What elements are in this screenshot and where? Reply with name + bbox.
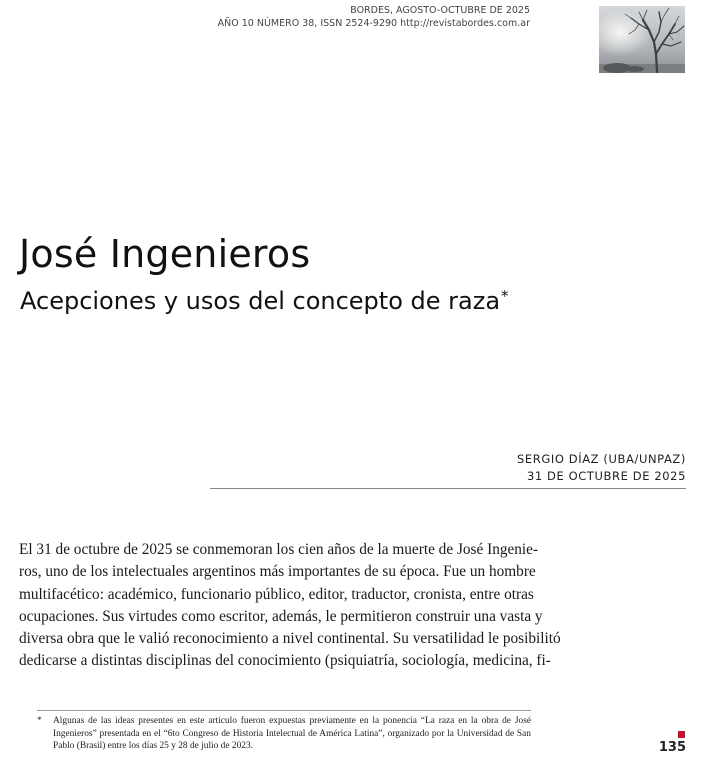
journal-issue-date: BORDES, AGOSTO-OCTUBRE DE 2025: [350, 5, 530, 16]
header-photo-bare-tree: [599, 6, 685, 73]
article-subtitle: [20, 287, 509, 315]
body-line: multifacético: académico, funcionario público, editor, traductor, cronista, entre otras: [19, 585, 534, 603]
author-name: SERGIO DÍAZ (UBA/UNPAZ): [517, 452, 686, 466]
footnote-marker: *: [37, 716, 42, 726]
byline-divider: [210, 488, 686, 489]
journal-header: [218, 4, 530, 30]
body-line: diversa obra que le valió reconocimiento a nivel continental. Su versatilidad le posibilitó: [19, 630, 561, 648]
body-line: ros, uno de los intelectuales argentinos más importantes de su época. Fue un hombre: [19, 563, 536, 581]
body-line: El 31 de octubre de 2025 se conmemoran los cien años de la muerte de José Ingenie-: [19, 541, 539, 558]
footnote-divider: [37, 710, 531, 711]
page-accent-square: [678, 731, 685, 738]
article-title: José Ingenieros: [19, 232, 311, 276]
article-body: [19, 539, 561, 673]
subtitle-footnote-marker[interactable]: *: [501, 287, 509, 305]
page-number: 135: [658, 740, 686, 755]
bare-tree-image: [599, 6, 685, 73]
article-subtitle-text: Acepciones y usos del concepto de raza: [20, 287, 501, 315]
byline: [517, 451, 686, 485]
body-line: dedicarse a distintas disciplinas del conocimiento (psiquiatría, sociología, medicina, fi-: [19, 652, 551, 670]
journal-issn-url: AÑO 10 NÚMERO 38, ISSN 2524-9290 http://revistabordes.com.ar: [217, 18, 530, 29]
publication-date: 31 DE OCTUBRE DE 2025: [526, 469, 686, 483]
body-line: ocupaciones. Sus virtudes como escritor, además, le permitieron construir una vasta y: [19, 607, 543, 625]
footnote-text: Algunas de las ideas presentes en este artículo fueron expuestas previamente en la ponencia “La raza en la obra de José Ingenieros” presentada en el “6to Congreso de Historia Intelectual de América Latina”, organizado por la Universidad de San Pablo (Brasil) entre los días 25 y 28 de julio de 2023.: [53, 716, 531, 752]
footnote: [37, 715, 531, 753]
